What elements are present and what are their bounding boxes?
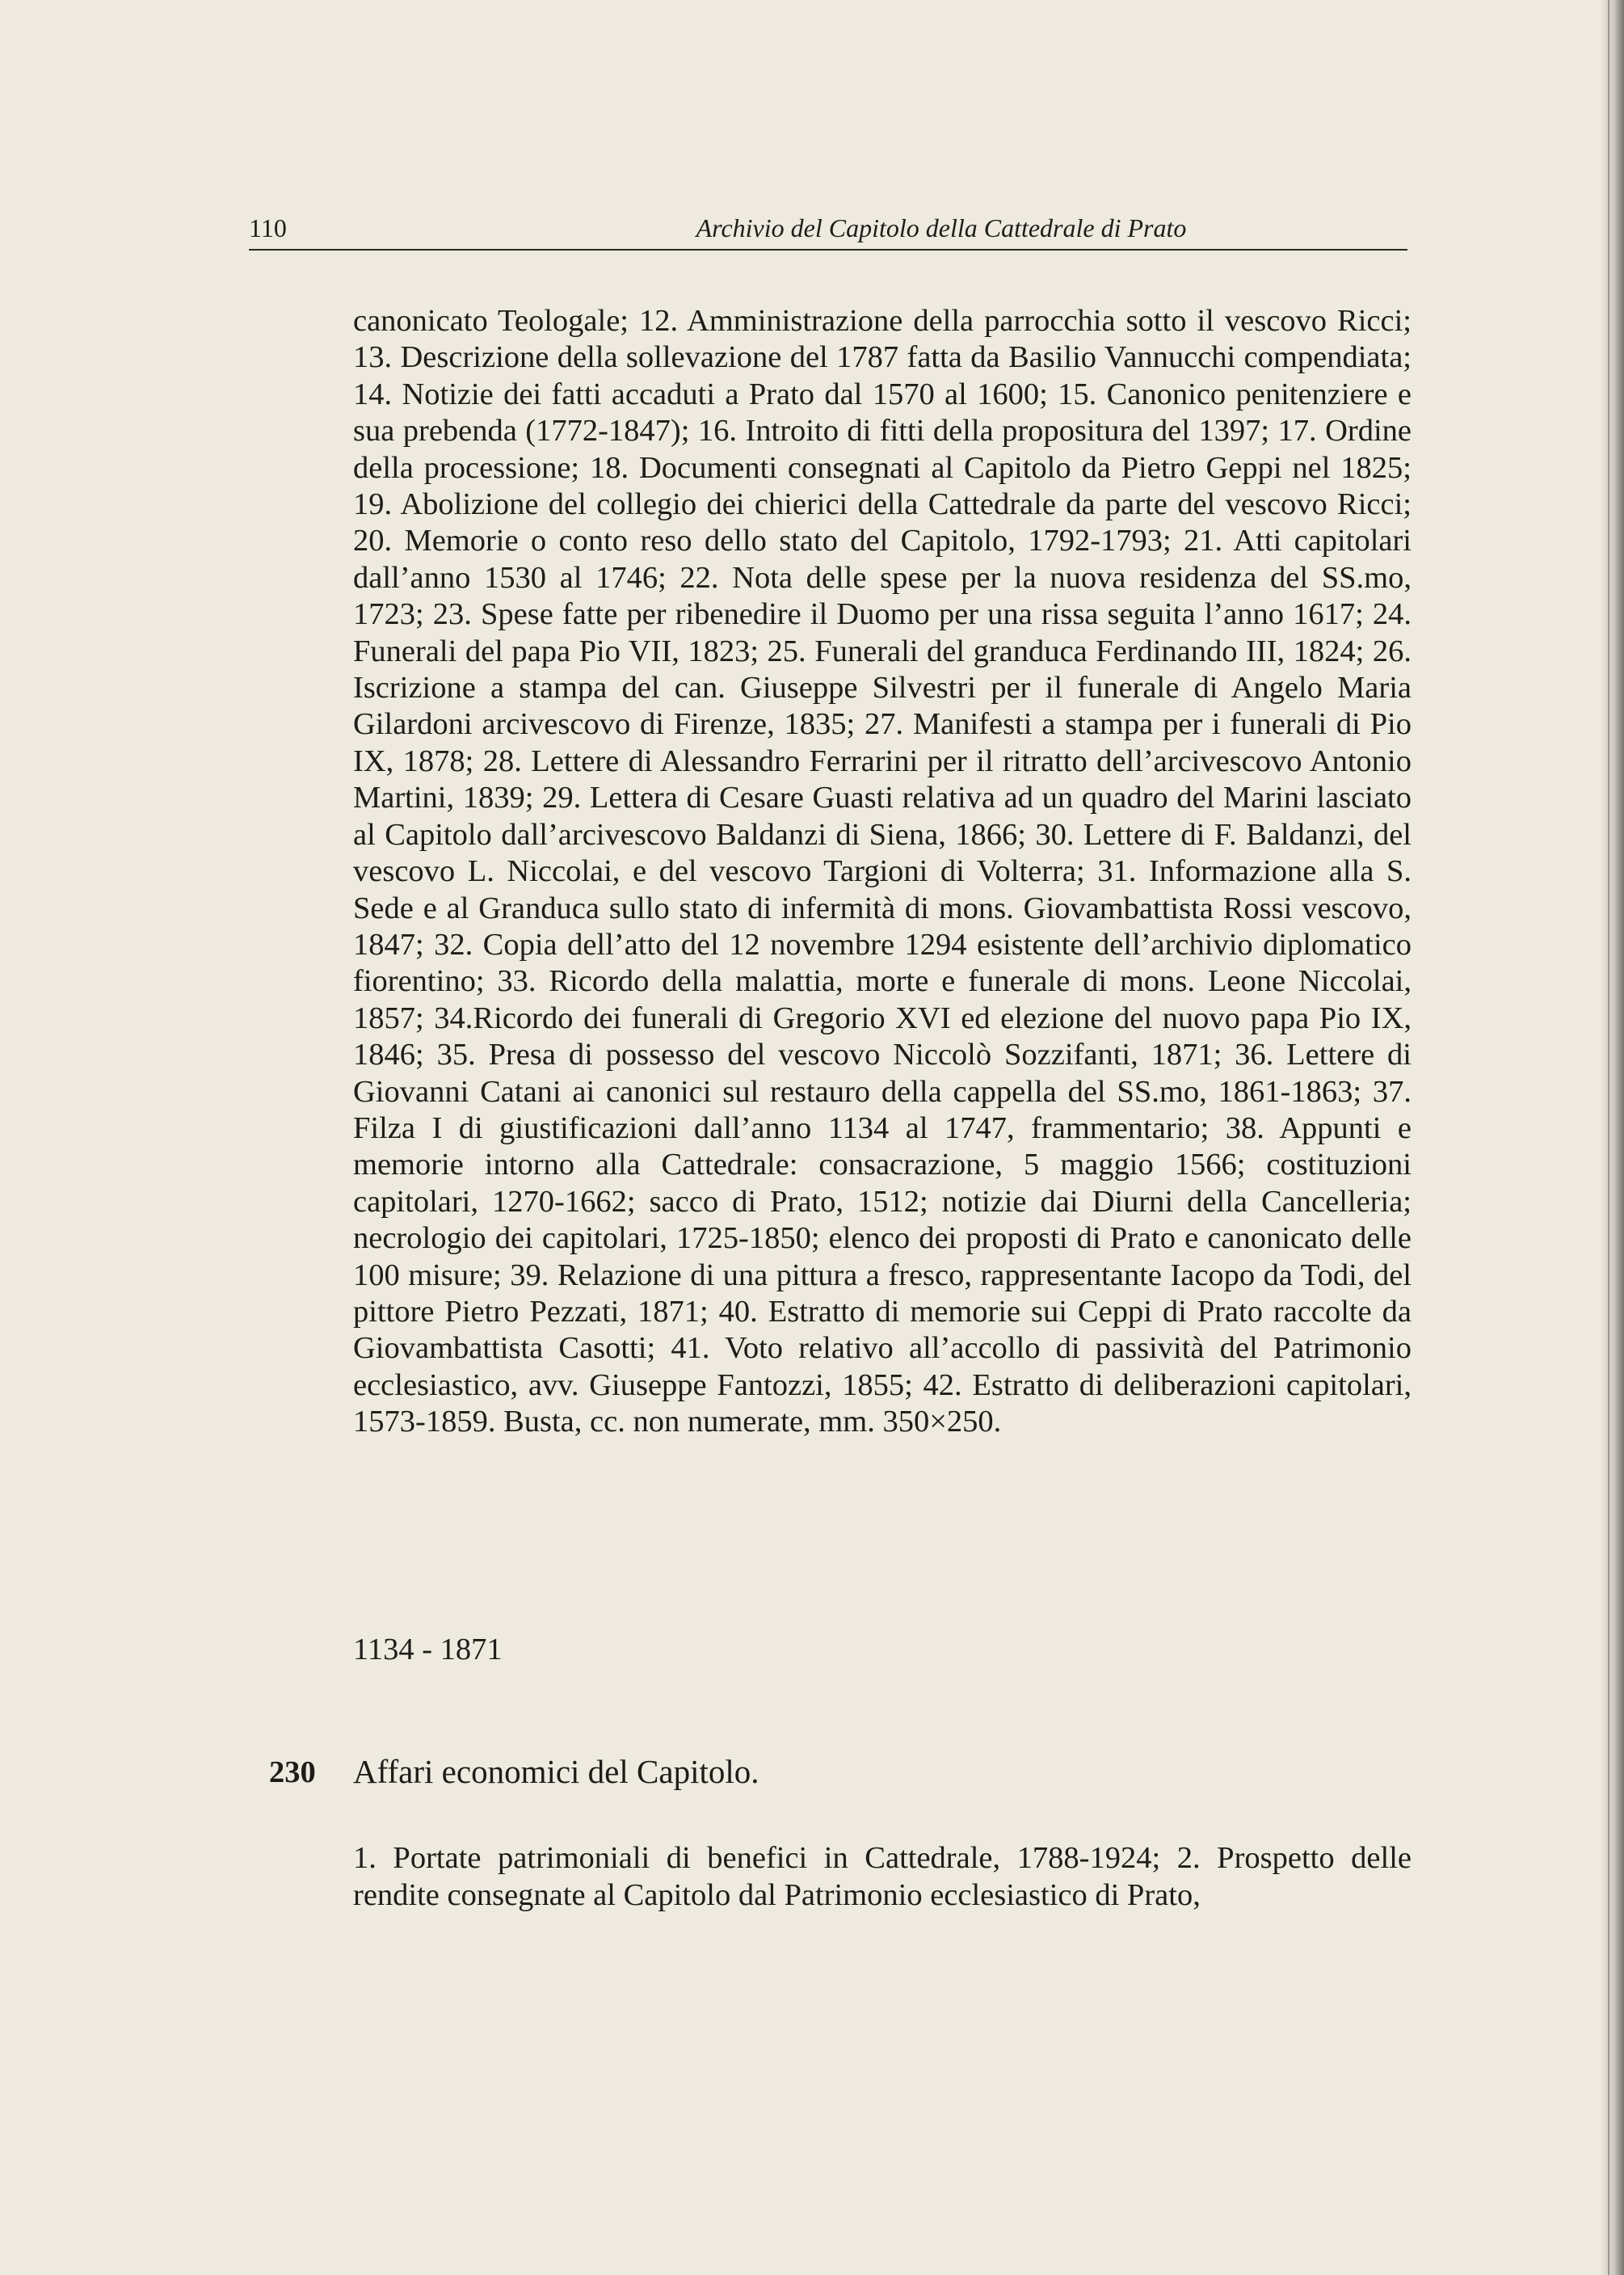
entry-number: 230 [269,1755,316,1789]
body-paragraph: canonicato Teologale; 12. Amministrazione della parrocchia sotto il vescovo Ricci; 13. Descrizione della sollevazione del 1787 fatta da Basilio Vannucchi compendiata; 14. Notizie dei fatti accaduti a Prato dal 1570 al 1600; 15. Canonico penitenziere e sua prebenda (1772-1847); 16. Introito di fitti della propositura del 1397; 17. Ordine della processione; 18. Documenti consegnati al Capitolo da Pietro Geppi nel 1825; 19. Abolizione del collegio dei chierici della Cattedrale da parte del vescovo Ricci; 20. Memorie o conto reso dello stato del Capitolo, 1792-1793; 21. Atti capitolari dall’anno 1530 al 1746; 22. Nota delle spese per la nuova residenza del SS.mo, 1723; 23. Spese fatte per ribenedire il Duomo per una rissa seguita l’anno 1617; 24. Funerali del papa Pio VII, 1823; 25. Funerali del granduca Ferdinando III, 1824; 26. Iscrizione a stampa del can. Giuseppe Silvestri per il funerale di Angelo Maria Gilardoni arcivescovo di Firenze, 1835; 27. Manifesti a stampa per i funerali di Pio IX, 1878; 28. Lettere di Alessandro Ferrarini per il ritratto dell’arcivescovo Antonio Martini, 1839; 29. Lettera di Cesare Guasti relativa ad un quadro del Marini lasciato al Capitolo dall’arcivescovo Baldanzi di Siena, 1866; 30. Lettere di F. Baldanzi, del vescovo L. Niccolai, e del vescovo Targioni di Volterra; 31. Informazione alla S. Sede e al Granduca sullo stato di infermità di mons. Giovambattista Rossi vescovo, 1847; 32. Copia dell’atto del 12 novembre 1294 esistente dell’archivio diplomatico fiorentino; 33. Ricordo della malattia, morte e funerale di mons. Leone Niccolai, 1857; 34.Ricordo dei funerali di Gregorio XVI ed elezione del nuovo papa Pio IX, 1846; 35. Presa di possesso del vescovo Niccolò Sozzifanti, 1871; 36. Lettere di Giovanni Catani ai canonici sul restauro della cappella del SS.mo, 1861-1863; 37. Filza I di giustificazioni dall’anno 1134 al 1747, frammentario; 38. Appunti e memorie intorno alla Cattedrale: consacrazione, 5 maggio 1566; costituzioni capitolari, 1270-1662; sacco di Prato, 1512; notizie dai Diurni della Cancelleria; necrologio dei capitolari, 1725-1850; elenco dei proposti di Prato e canonicato delle 100 misure; 39. Relazione di una pittura a fresco, rappresentante Iacopo da Todi, del pittore Pietro Pezzati, 1871; 40. Estratto di memorie sui Ceppi di Prato raccolte da Giovambattista Casotti; 41. Voto relativo all’accollo di passività del Patrimonio ecclesiastico, avv. Giuseppe Fantozzi, 1855; 42. Estratto di deliberazioni capitolari, 1573-1859. Busta, cc. non numerate, mm. 350×250. [353,304,1412,1439]
running-header [249,212,1407,252]
header-rule [249,249,1407,251]
page-edge-line [1608,0,1609,2275]
entry-body-paragraph: 1. Portate patrimoniali di benefici in Cattedrale, 1788-1924; 2. Prospetto delle rendite consegnate al Capitolo dal Patrimonio ecclesiastico di Prato, [353,1841,1412,1912]
date-range: 1134 - 1871 [353,1633,503,1666]
page-edge-shadow [1600,0,1624,2275]
running-title: Archivio del Capitolo della Cattedrale di Prato [696,213,1187,242]
entry-title: Affari economici del Capitolo. [353,1753,759,1790]
page-number: 110 [249,213,287,242]
